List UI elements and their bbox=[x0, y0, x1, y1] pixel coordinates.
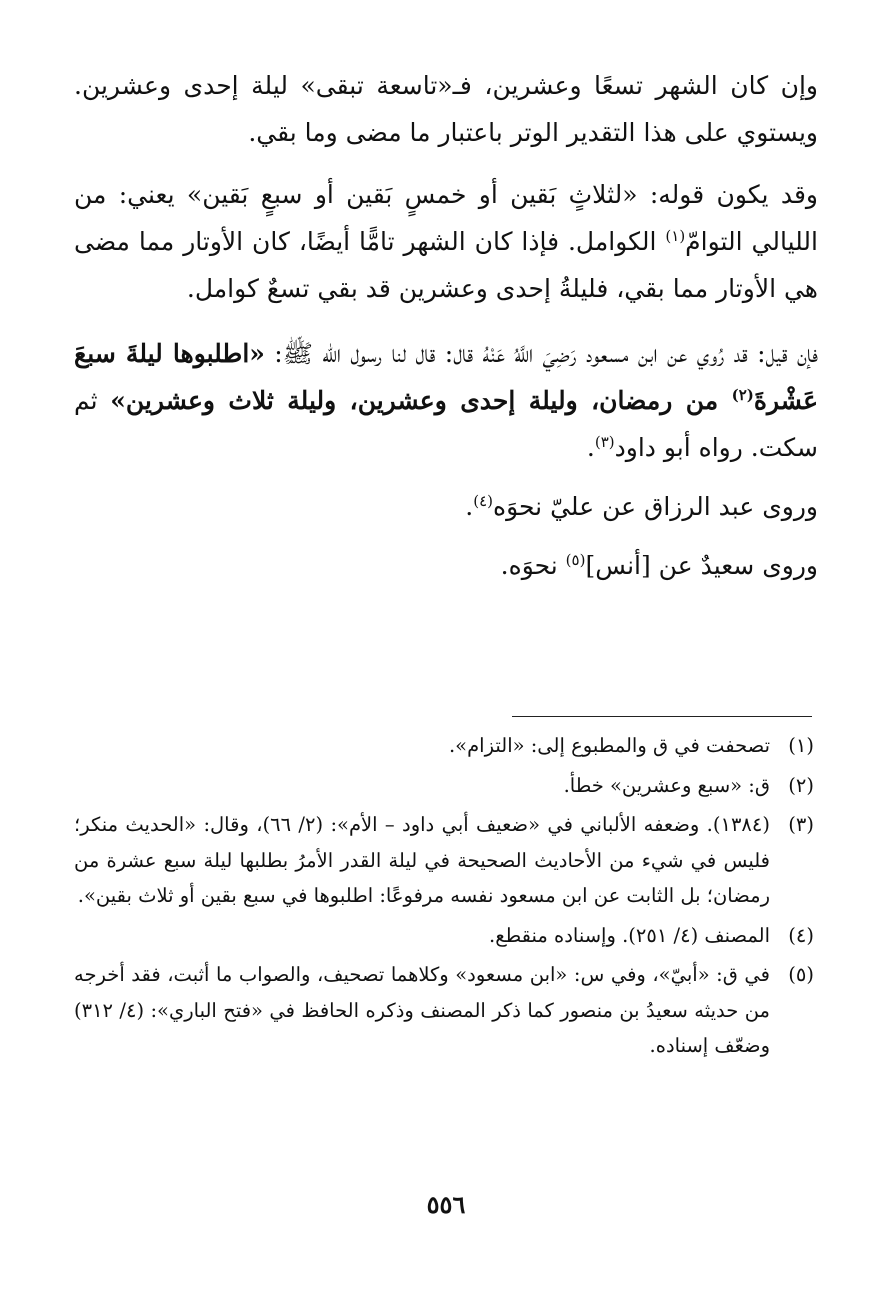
footnote-number: (٣) bbox=[788, 813, 814, 836]
footnote-ref-2[interactable]: (٢) bbox=[731, 386, 754, 404]
footnote-separator bbox=[512, 716, 812, 717]
paragraph-5-text-a: وروى سعيدٌ عن [أنس] bbox=[585, 551, 818, 580]
hadith-quote-a: «اطلبوها ليلةَ سبعَ عَشْرةَ bbox=[74, 339, 818, 415]
footnote-number: (١) bbox=[788, 734, 814, 757]
paragraph-3-text-b: ثم سكت. رواه أبو داود bbox=[74, 386, 818, 462]
paragraph-5 bbox=[74, 542, 818, 589]
paragraph-3 bbox=[74, 330, 818, 471]
footnote-number: (٥) bbox=[788, 963, 814, 986]
footnote-3 bbox=[74, 807, 814, 914]
paragraph-3-text-a: فإن قيل: قد رُوي عن ابن مسعود رَضِيَ اللَّهُ عَنْهُ قال: قال لنا رسول الله ﷺ: bbox=[264, 339, 818, 368]
footnotes bbox=[74, 728, 814, 1068]
footnote-number: (٢) bbox=[788, 773, 814, 797]
footnote-4 bbox=[74, 918, 814, 954]
footnote-2 bbox=[74, 768, 814, 804]
footnote-1 bbox=[74, 728, 814, 764]
footnote-text: ق: «سبع وعشرين» خطأ. bbox=[563, 773, 770, 797]
main-text bbox=[74, 62, 818, 604]
paragraph-4 bbox=[74, 483, 818, 530]
footnote-5 bbox=[74, 957, 814, 1064]
footnote-number: (٤) bbox=[788, 923, 814, 947]
paragraph-2-text-a: وقد يكون قوله: «لثلاثٍ بَقين أو خمسٍ بَقين أو سبعٍ بَقين» يعني: من الليالي التوامّ bbox=[74, 180, 818, 256]
paragraph-1-text: وإن كان الشهر تسعًا وعشرين، فـ«تاسعة تبقى» ليلة إحدى وعشرين. ويستوي على هذا التقدير الوتر باعتبار ما مضى وما بقي. bbox=[74, 71, 818, 147]
paragraph-4-end: . bbox=[465, 492, 474, 521]
page-number: ٥٥٦ bbox=[426, 1190, 466, 1219]
footnote-text: في ق: «أبيّ»، وفي س: «ابن مسعود» وكلاهما تصحيف، والصواب ما أثبت، فقد أخرجه من حديثه سعيدُ بن منصور كما ذكر المصنف وذكره الحافظ في «فتح الباري»: (٤/ ٣١٢) وضعّف إسناده. bbox=[74, 963, 770, 1057]
footnote-text: (١٣٨٤). وضعفه الألباني في «ضعيف أبي داود – الأم»: (٢/ ٦٦)، وقال: «الحديث منكر؛ فليس في شيء من الأحاديث الصحيحة في ليلة القدر الأمرُ بطلبها ليلة سبع عشرة من رمضان؛ بل الثابت عن ابن مسعود نفسه مرفوعًا: اطلبوها في سبع بقين أو ثلاث بقين». bbox=[74, 813, 770, 907]
footnote-ref-5[interactable]: (٥) bbox=[565, 551, 586, 569]
paragraph-3-end: . bbox=[586, 433, 595, 462]
paragraph-5-text-b: نحوَه. bbox=[500, 551, 566, 580]
paragraph-2-text-b: الكوامل. فإذا كان الشهر تامًّا أيضًا، كان الأوتار مما مضى هي الأوتار مما بقي، فليلةُ إحدى وعشرين قد بقي تسعٌ كوامل. bbox=[74, 227, 818, 303]
footnote-ref-1[interactable]: (١) bbox=[665, 227, 686, 245]
footnote-ref-3[interactable]: (٣) bbox=[594, 433, 615, 451]
footnote-ref-4[interactable]: (٤) bbox=[473, 492, 494, 510]
paragraph-1 bbox=[74, 62, 818, 156]
paragraph-2 bbox=[74, 171, 818, 312]
paragraph-4-text: وروى عبد الرزاق عن عليّ نحوَه bbox=[493, 492, 818, 521]
hadith-quote-b: من رمضان، وليلة إحدى وعشرين، وليلة ثلاث وعشرين» bbox=[110, 386, 732, 415]
footnote-text: تصحفت في ق والمطبوع إلى: «التزام». bbox=[448, 734, 770, 757]
footnote-text: المصنف (٤/ ٢٥١). وإسناده منقطع. bbox=[489, 923, 770, 947]
